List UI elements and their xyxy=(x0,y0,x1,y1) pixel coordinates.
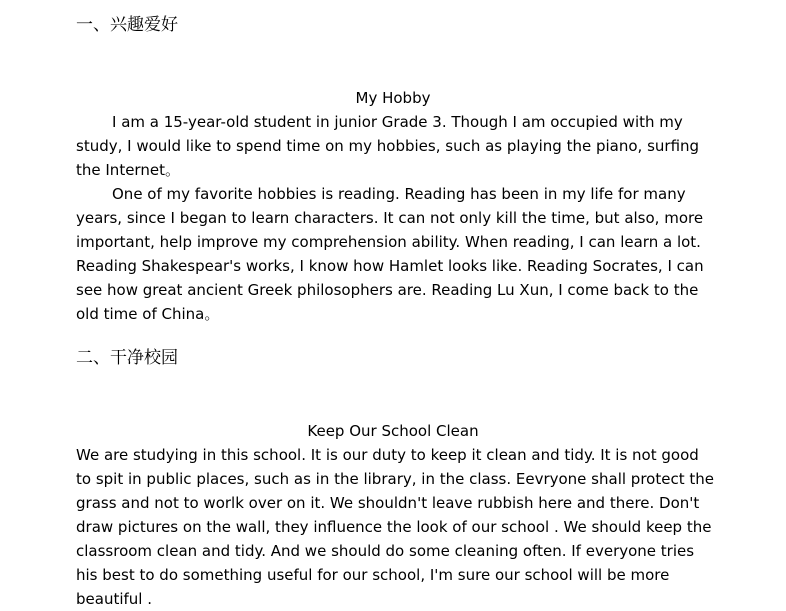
paragraph-hobby-intro: I am a 15-year-old student in junior Grade 3. Though I am occupied with my study, I would like to spend time on my hobbies, such as playing the piano, surfing the Internet。 xyxy=(76,113,700,179)
essay-title-my-hobby: My Hobby xyxy=(355,89,431,107)
essay-body-keep-school-clean xyxy=(76,443,716,611)
paragraph-school-clean: We are studying in this school. It is our duty to keep it clean and tidy. It is not good to spit in public places, such as in the library, in the class. Eevryone shall protect the grass and not to worlk over on it. We shouldn't leave rubbish here and there. Don't draw pictures on the wall, they influence the look of our school . We should keep the classroom clean and tidy. And we should do some cleaning often. If everyone tries his best to do something useful for our school, I'm sure our school will be more beautiful . xyxy=(76,446,714,608)
paragraph-hobby-reading: One of my favorite hobbies is reading. Reading has been in my life for many years, since I began to learn characters. It can not only kill the time, but also, more important, help improve my comprehension ability. When reading, I can learn a lot. Reading Shakespear's works, I know how Hamlet looks like. Reading Socrates, I can see how great ancient Greek philosophers are. Reading Lu Xun, I come back to the old time of China。 xyxy=(76,185,704,323)
section-heading-hobby: 一、兴趣爱好 xyxy=(76,15,178,35)
document-page xyxy=(76,0,716,609)
essay-body-my-hobby xyxy=(76,110,716,326)
essay-title-keep-school-clean: Keep Our School Clean xyxy=(307,422,479,440)
section-heading-clean-campus: 二、干净校园 xyxy=(76,348,178,368)
